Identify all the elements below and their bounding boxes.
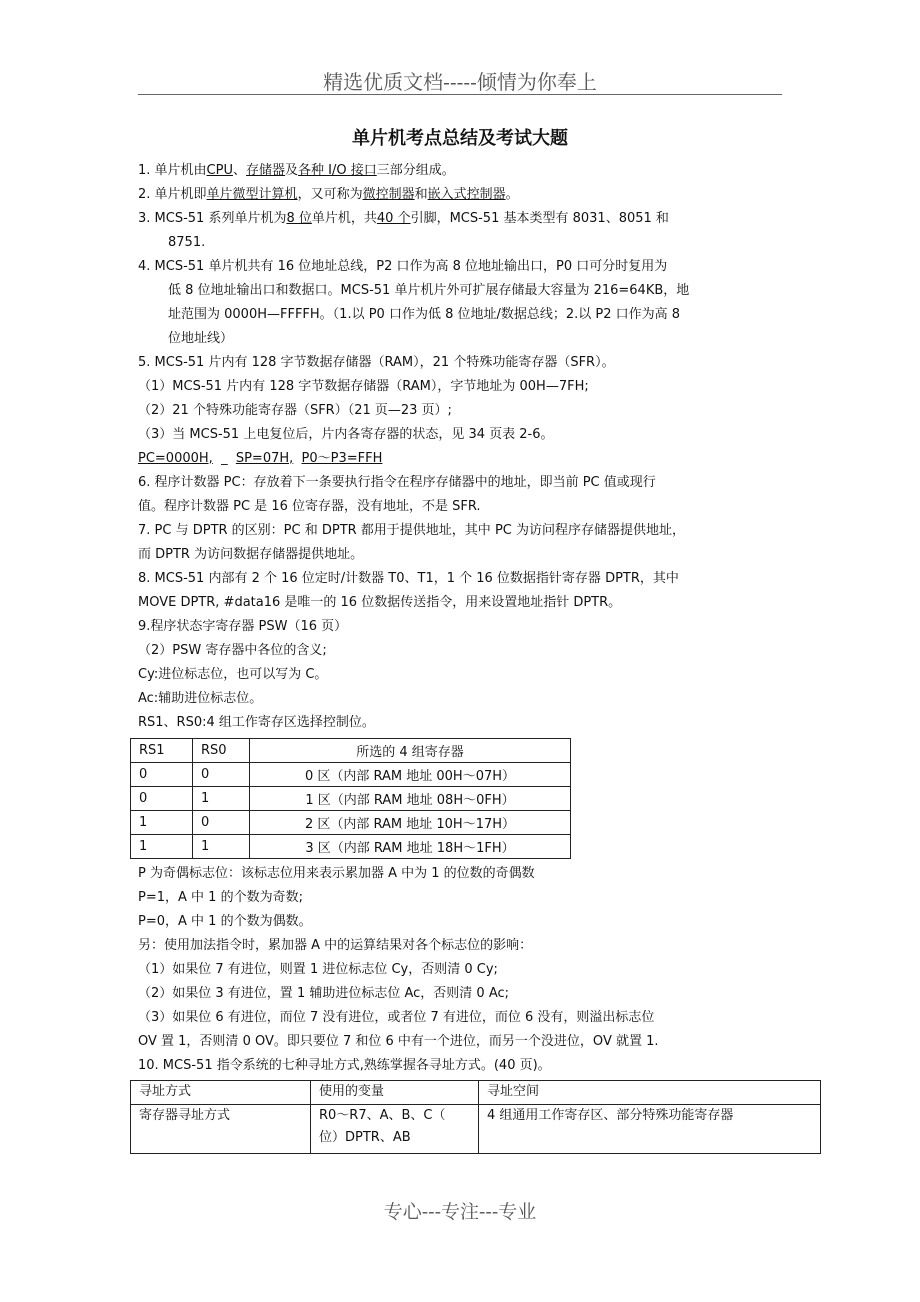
line-9-cy: Cy:进位标志位，也可以写为 C。 — [138, 667, 328, 682]
table-cell: 0 区（内部 RAM 地址 00H～07H） — [250, 763, 571, 787]
add-effect-3-cont: OV 置 1，否则清 0 OV。即只要位 7 和位 6 中有一个进位，而另一个没进位，OV 就置 1. — [138, 1034, 659, 1049]
line-7: 7. PC 与 DPTR 的区别：PC 和 DPTR 都用于提供地址，其中 PC 为访问程序存储器提供地址， — [138, 523, 685, 538]
table-cell: 1 — [131, 835, 193, 859]
line-5-reset — [138, 447, 788, 471]
table-header: 使用的变量 — [311, 1081, 479, 1105]
table-cell: 1 — [131, 811, 193, 835]
table-header: RS0 — [193, 739, 250, 763]
line-9-rs: RS1、RS0:4 组工作寄存区选择控制位。 — [138, 715, 375, 730]
line-1 — [138, 159, 788, 183]
text: 和 — [414, 187, 428, 202]
document-title: 单片机考点总结及考试大题 — [352, 128, 568, 149]
line-8: 8. MCS-51 内部有 2 个 16 位定时/计数器 T0、T1，1 个 16 位数据指针寄存器 DPTR，其中 — [138, 571, 679, 586]
flags-section — [138, 862, 788, 1078]
table-cell: 1 — [193, 835, 250, 859]
reset-value: SP=07H, — [235, 451, 294, 466]
underlined-term: 存储器 — [246, 163, 286, 178]
table-cell — [311, 1105, 479, 1154]
line-5-2: （2）21 个特殊功能寄存器（SFR）（21 页—23 页）; — [138, 403, 452, 418]
text: 及 — [285, 163, 299, 178]
line-6-cont: 值。程序计数器 PC 是 16 位寄存器，没有地址，不是 SFR. — [138, 499, 481, 514]
table-row — [131, 1105, 821, 1154]
text: 2. 单片机即 — [138, 187, 207, 202]
header-divider — [138, 94, 782, 95]
underlined-term: 嵌入式控制器 — [427, 187, 506, 202]
add-effects-line: 另：使用加法指令时，累加器 A 中的运算结果对各个标志位的影响： — [138, 938, 533, 953]
table-cell: 0 — [131, 787, 193, 811]
line-4-cont: 址范围为 0000H—FFFFH。（1.以 P0 口作为低 8 位地址/数据总线；2.以 P2 口作为高 8 — [168, 307, 681, 322]
line-4-cont: 低 8 位地址输出口和数据口。MCS-51 单片机片外可扩展存储最大容量为 216=64KB，地 — [168, 283, 690, 298]
line-5: 5. MCS-51 片内有 128 字节数据存储器（RAM），21 个特殊功能寄存器（SFR）。 — [138, 355, 615, 370]
text: 。 — [505, 187, 519, 202]
reset-value: P0～P3=FFH — [301, 451, 383, 466]
add-effect-2: （2）如果位 3 有进位，置 1 辅助进位标志位 Ac，否则清 0 Ac; — [138, 986, 510, 1001]
underlined-term: 微控制器 — [362, 187, 415, 202]
table-cell: 3 区（内部 RAM 地址 18H～1FH） — [250, 835, 571, 859]
line-6: 6. 程序计数器 PC：存放着下一条要执行指令在程序存储器中的地址，即当前 PC 值或现行 — [138, 475, 656, 490]
table-cell: 0 — [131, 763, 193, 787]
table-cell: 0 — [193, 811, 250, 835]
page-footer: 专心---专注---专业 — [383, 1201, 537, 1223]
underlined-term: 40 个 — [376, 211, 411, 226]
add-effect-1: （1）如果位 7 有进位，则置 1 进位标志位 Cy，否则清 0 Cy; — [138, 962, 498, 977]
line-5-3: （3）当 MCS-51 上电复位后，片内各寄存器的状态，见 34 页表 2-6。 — [138, 427, 554, 442]
document-body — [138, 159, 788, 735]
table-header: 寻址空间 — [479, 1081, 821, 1105]
table-header: 寻址方式 — [131, 1081, 311, 1105]
table-cell: 寄存器寻址方式 — [131, 1105, 311, 1154]
underlined-term: CPU — [206, 163, 233, 178]
line-9-2: （2）PSW 寄存器中各位的含义; — [138, 643, 327, 658]
parity-odd: P=1，A 中 1 的个数为奇数; — [138, 890, 303, 905]
table-header: RS1 — [131, 739, 193, 763]
cell-line: R0～R7、A、B、C（ — [319, 1108, 446, 1123]
parity-even: P=0，A 中 1 的个数为偶数。 — [138, 914, 312, 929]
parity-line: P 为奇偶标志位：该标志位用来表示累加器 A 中为 1 的位数的奇偶数 — [138, 866, 535, 881]
register-bank-table — [130, 738, 571, 859]
table-row — [131, 787, 571, 811]
line-10: 10. MCS-51 指令系统的七种寻址方式,熟练掌握各寻址方式。(40 页)。 — [138, 1058, 551, 1073]
page-header: 精选优质文档-----倾情为你奉上 — [323, 70, 597, 94]
text: 单片机，共 — [311, 211, 377, 226]
text — [293, 451, 301, 466]
table-header-row — [131, 1081, 821, 1105]
table-row — [131, 763, 571, 787]
underlined-term: 各种 I/O 接口 — [298, 163, 377, 178]
table-header: 所选的 4 组寄存器 — [250, 739, 571, 763]
underlined-term: 单片微型计算机 — [206, 187, 298, 202]
table-cell: 1 区（内部 RAM 地址 08H～0FH） — [250, 787, 571, 811]
underlined-term: 8 位 — [286, 211, 312, 226]
line-9: 9.程序状态字寄存器 PSW（16 页） — [138, 619, 348, 634]
line-4: 4. MCS-51 单片机共有 16 位地址总线，P2 口作为高 8 位地址输出口，P0 口可分时复用为 — [138, 259, 668, 274]
line-8-cont: MOVE DPTR, #data16 是唯一的 16 位数据传送指令，用来设置地址指针 DPTR。 — [138, 595, 622, 610]
line-3-cont: 8751. — [168, 235, 206, 250]
text: 1. 单片机由 — [138, 163, 207, 178]
reset-value: PC=0000H, — [138, 451, 213, 466]
addressing-mode-table — [130, 1080, 821, 1154]
line-7-cont: 而 DPTR 为访问数据存储器提供地址。 — [138, 547, 364, 562]
text: _ — [212, 451, 236, 466]
table-row — [131, 811, 571, 835]
text: 引脚，MCS-51 基本类型有 8031、8051 和 — [410, 211, 669, 226]
line-3 — [138, 207, 788, 231]
add-effect-3: （3）如果位 6 有进位，而位 7 没有进位，或者位 7 有进位，而位 6 没有，则溢出标志位 — [138, 1010, 655, 1025]
text: 三部分组成。 — [376, 163, 455, 178]
cell-line: 位）DPTR、AB — [319, 1130, 411, 1145]
table-row — [131, 835, 571, 859]
line-4-cont: 位地址线） — [168, 331, 234, 346]
table-cell: 1 — [193, 787, 250, 811]
table-cell: 4 组通用工作寄存区、部分特殊功能寄存器 — [479, 1105, 821, 1154]
line-9-ac: Ac:辅助进位标志位。 — [138, 691, 263, 706]
table-header-row — [131, 739, 571, 763]
text: 、 — [232, 163, 246, 178]
line-5-1: （1）MCS-51 片内有 128 字节数据存储器（RAM），字节地址为 00H—7FH; — [138, 379, 589, 394]
line-2 — [138, 183, 788, 207]
table-cell: 0 — [193, 763, 250, 787]
text: ，又可称为 — [297, 187, 363, 202]
text: 3. MCS-51 系列单片机为 — [138, 211, 287, 226]
table-cell: 2 区（内部 RAM 地址 10H～17H） — [250, 811, 571, 835]
